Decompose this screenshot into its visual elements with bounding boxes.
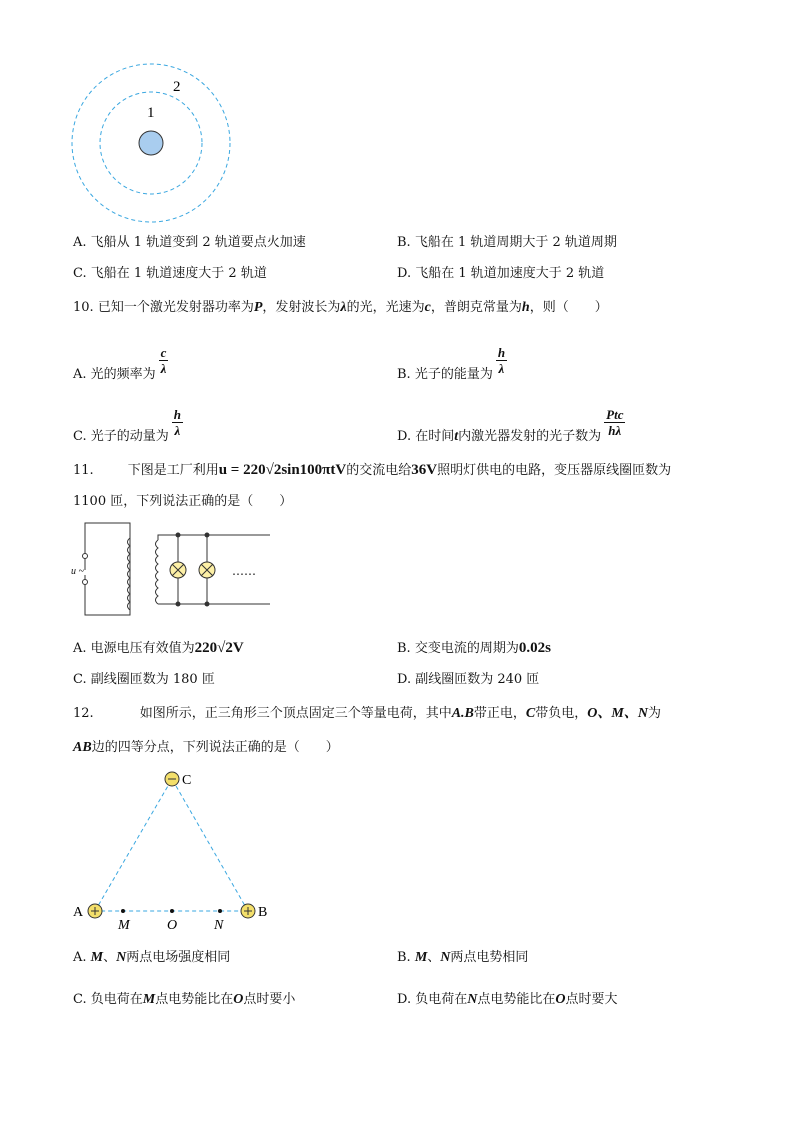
math: P bbox=[253, 300, 263, 315]
transformer-circuit bbox=[68, 520, 278, 620]
q10-option-a[interactable] bbox=[73, 345, 168, 390]
text: 照明灯供电的电路，变压器原线圈匝数为 bbox=[437, 463, 672, 478]
orbit-label-2: 2 bbox=[173, 79, 181, 95]
negative-charge-icon bbox=[165, 772, 179, 786]
q11-option-d[interactable]: D. 副线圈匝数为 240 匝 bbox=[397, 672, 540, 687]
math: N bbox=[116, 950, 127, 965]
positive-charge-icon bbox=[241, 904, 255, 918]
lamp-icon bbox=[170, 562, 186, 578]
math: M bbox=[142, 992, 156, 1007]
label: C. 光子的动量为 bbox=[73, 429, 169, 444]
text: ，则（ ） bbox=[529, 300, 608, 315]
q12-option-a[interactable] bbox=[73, 949, 230, 967]
denominator: λ bbox=[498, 361, 505, 376]
fraction bbox=[604, 407, 625, 438]
q12-option-c[interactable] bbox=[73, 991, 295, 1009]
point-label-o: O bbox=[167, 918, 178, 933]
text: 两点电势相同 bbox=[450, 950, 529, 965]
orbit-diagram bbox=[60, 55, 250, 225]
numerator: Ptc bbox=[606, 407, 624, 422]
orbit-label-1: 1 bbox=[147, 105, 155, 121]
label: B. 光子的能量为 bbox=[397, 367, 493, 382]
text: 边的四等分点，下列说法正确的是（ ） bbox=[91, 740, 339, 755]
q11-stem-line2: 1100 匝，下列说法正确的是（ ） bbox=[73, 494, 293, 509]
label: D. 负电荷在 bbox=[397, 992, 468, 1007]
math: h bbox=[521, 300, 530, 315]
q10-option-c[interactable] bbox=[73, 407, 183, 452]
denominator: λ bbox=[174, 423, 181, 438]
math: c bbox=[424, 300, 431, 315]
math: A.B bbox=[451, 706, 474, 721]
label: B. bbox=[397, 950, 411, 965]
math: O、M、N bbox=[587, 706, 648, 721]
math: λ bbox=[340, 300, 347, 315]
label: A. bbox=[73, 950, 87, 965]
math: 220√2V bbox=[194, 640, 244, 656]
numerator: c bbox=[160, 345, 167, 360]
text: 的交流电给 bbox=[346, 463, 412, 478]
q11-option-c[interactable]: C. 副线圈匝数为 180 匝 bbox=[73, 672, 215, 687]
math: AB bbox=[73, 740, 92, 755]
q11-option-a[interactable] bbox=[73, 639, 244, 658]
text: ，发射波长为 bbox=[262, 300, 341, 315]
lamp-icon bbox=[199, 562, 215, 578]
text: 、 bbox=[427, 950, 441, 965]
fraction bbox=[159, 345, 169, 376]
numerator: h bbox=[173, 407, 181, 422]
q12-stem bbox=[73, 705, 661, 723]
numerator: h bbox=[497, 345, 506, 360]
q9-option-c[interactable]: C. 飞船在 1 轨道速度大于 2 轨道 bbox=[73, 266, 267, 281]
math: N bbox=[467, 992, 478, 1007]
label: C. 负电荷在 bbox=[73, 992, 143, 1007]
text: 、 bbox=[103, 950, 117, 965]
text: 带负电， bbox=[535, 706, 588, 721]
text: 为 bbox=[647, 706, 661, 721]
q12-option-b[interactable] bbox=[397, 949, 528, 967]
triangle-charge-diagram bbox=[68, 765, 288, 935]
q9-option-b[interactable]: B. 飞船在 1 轨道周期大于 2 轨道周期 bbox=[397, 235, 617, 250]
label: A. 光的频率为 bbox=[73, 367, 156, 382]
math: u = 220√2sin100πtV bbox=[218, 462, 347, 478]
q-num: 11. bbox=[73, 463, 94, 478]
text: 两点电场强度相同 bbox=[126, 950, 231, 965]
text: ，普朗克常量为 bbox=[430, 300, 522, 315]
point-label-n: N bbox=[214, 918, 224, 933]
fraction bbox=[172, 407, 183, 438]
ellipsis: …… bbox=[232, 564, 256, 578]
math: 0.02s bbox=[518, 640, 551, 656]
point-label-m: M bbox=[118, 918, 130, 933]
text: 带正电， bbox=[473, 706, 526, 721]
fraction bbox=[496, 345, 507, 376]
label: B. 交变电流的周期为 bbox=[397, 641, 519, 656]
q-num: 12. bbox=[73, 706, 94, 721]
math: M bbox=[90, 950, 104, 965]
math: t bbox=[454, 429, 459, 444]
label: 内激光器发射的光子数为 bbox=[458, 429, 602, 444]
denominator: λ bbox=[160, 361, 167, 376]
math: N bbox=[440, 950, 451, 965]
q10-option-d[interactable] bbox=[397, 407, 625, 452]
q10-stem bbox=[73, 299, 608, 317]
math: M bbox=[414, 950, 428, 965]
q-num: 10. bbox=[73, 300, 94, 315]
text: 点电势能比在 bbox=[155, 992, 234, 1007]
vertex-label-c: C bbox=[182, 773, 192, 788]
text: 点时要大 bbox=[565, 992, 618, 1007]
vertex-label-b: B bbox=[258, 905, 268, 920]
q12-option-d[interactable] bbox=[397, 991, 618, 1009]
q10-option-b[interactable] bbox=[397, 345, 507, 390]
source-label: u ~ bbox=[71, 566, 84, 577]
text: 如图所示，正三角形三个顶点固定三个等量电荷，其中 bbox=[139, 706, 452, 721]
q11-option-b[interactable] bbox=[397, 639, 551, 658]
denominator: hλ bbox=[608, 423, 622, 438]
label: D. 在时间 bbox=[397, 429, 455, 444]
q9-option-d[interactable]: D. 飞船在 1 轨道加速度大于 2 轨道 bbox=[397, 266, 605, 281]
vertex-label-a: A bbox=[73, 905, 84, 920]
math: O bbox=[233, 992, 244, 1007]
q11-stem bbox=[73, 461, 671, 480]
text: 点时要小 bbox=[243, 992, 296, 1007]
label: A. 电源电压有效值为 bbox=[73, 641, 195, 656]
text: 的光，光速为 bbox=[346, 300, 425, 315]
math: O bbox=[555, 992, 566, 1007]
q12-stem-line2 bbox=[73, 739, 339, 757]
planet bbox=[139, 131, 163, 155]
text: 点电势能比在 bbox=[477, 992, 556, 1007]
text: 已知一个激光发射器功率为 bbox=[97, 300, 254, 315]
q9-option-a[interactable]: A. 飞船从 1 轨道变到 2 轨道要点火加速 bbox=[73, 235, 306, 250]
text: 下图是工厂利用 bbox=[127, 463, 219, 478]
math: C bbox=[525, 706, 536, 721]
positive-charge-icon bbox=[88, 904, 102, 918]
math: 36V bbox=[411, 462, 438, 478]
